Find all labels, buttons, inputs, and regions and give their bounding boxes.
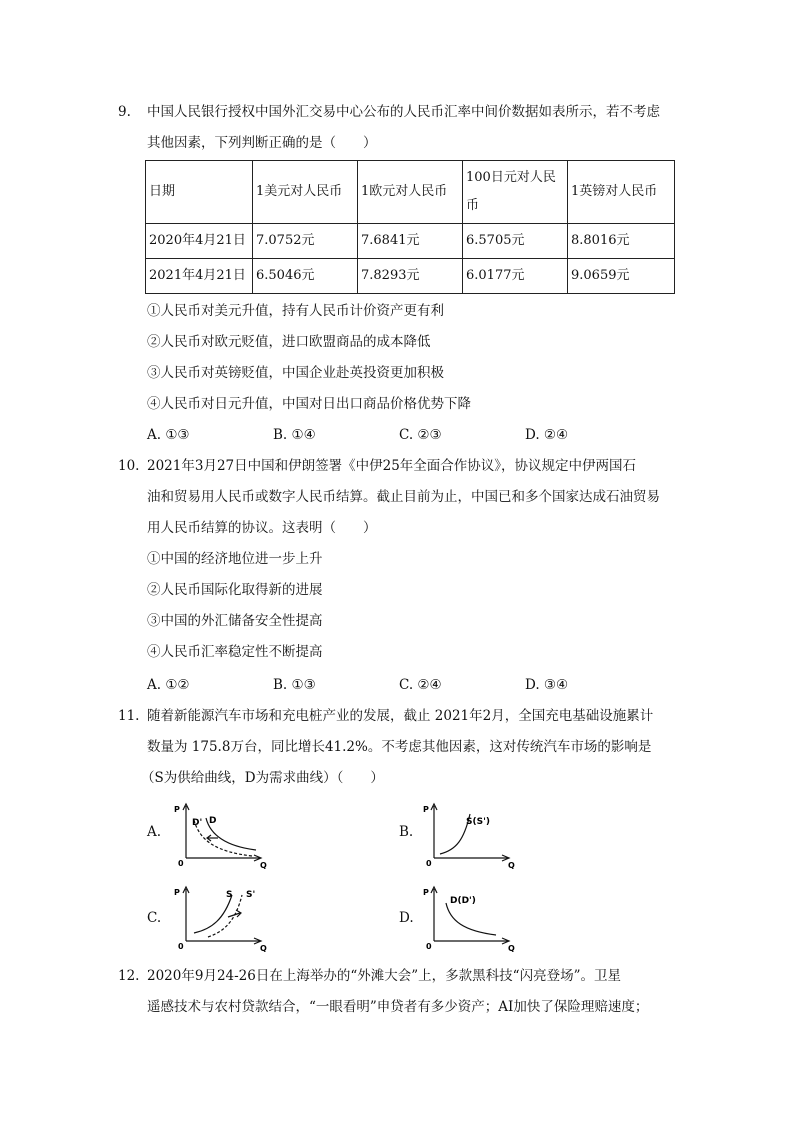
table-cell: 6.0177元 bbox=[463, 259, 568, 294]
table-cell: 6.5046元 bbox=[253, 259, 358, 294]
q10-line-2: 油和贸易用人民币或数字人民币结算。截止目前为止，中国已和多个国家达成石油贸易 bbox=[147, 489, 660, 505]
q10-statement-3: ③中国的外汇储备安全性提高 bbox=[147, 613, 323, 629]
graph-b bbox=[420, 800, 520, 870]
graph-c-supply-curve bbox=[194, 895, 232, 933]
table-header-cell: 100日元对人民币 bbox=[463, 161, 568, 224]
q10-line-1: 2021年3月27日中国和伊朗签署《中伊25年全面合作协议》，协议规定中伊两国石 bbox=[147, 458, 637, 474]
q12-line-2: 遥感技术与农村贷款结合，“一眼看明”申贷者有多少资产；AI加快了保险理赔速度； bbox=[147, 999, 649, 1015]
graph-b-axis-p: P bbox=[423, 805, 429, 814]
q9-choice-a[interactable]: A. ①③ bbox=[147, 427, 190, 443]
graph-c bbox=[168, 883, 268, 953]
graph-a-demand-curve-new bbox=[194, 820, 252, 856]
table-cell: 9.0659元 bbox=[568, 259, 675, 294]
q10-choice-a[interactable]: A. ①② bbox=[147, 677, 190, 693]
q12-line-1: 2020年9月24-26日在上海举办的“外滩大会”上，多款黑科技“闪亮登场”。卫星 bbox=[147, 968, 621, 984]
graph-a-label-d: D bbox=[209, 816, 217, 826]
table-header-cell: 日期 bbox=[146, 161, 253, 224]
q11-number: 11. bbox=[118, 708, 140, 724]
graph-d-option-label[interactable]: D. bbox=[399, 910, 414, 926]
table-cell: 2020年4月21日 bbox=[146, 224, 253, 259]
graph-b-origin: 0 bbox=[426, 859, 432, 868]
graph-d bbox=[420, 883, 520, 953]
q9-line-2: 其他因素，下列判断正确的是（ ） bbox=[147, 135, 377, 151]
graph-c-label-s: S bbox=[226, 890, 233, 900]
graph-c-axis-q: Q bbox=[260, 944, 267, 953]
graph-c-axis-p: P bbox=[174, 888, 180, 897]
graph-a-label-d-prime: D' bbox=[192, 818, 203, 828]
graph-c-supply-curve-new bbox=[208, 895, 242, 937]
graph-c-origin: 0 bbox=[178, 942, 184, 951]
q9-choice-d[interactable]: D. ②④ bbox=[525, 427, 569, 443]
q9-statement-1: ①人民币对美元升值，持有人民币计价资产更有利 bbox=[147, 303, 444, 319]
table-cell: 7.8293元 bbox=[358, 259, 463, 294]
q10-statement-2: ②人民币国际化取得新的进展 bbox=[147, 582, 323, 598]
q9-choice-c[interactable]: C. ②③ bbox=[399, 427, 442, 443]
q12-number: 12. bbox=[118, 968, 140, 984]
table-cell: 7.0752元 bbox=[253, 224, 358, 259]
q10-number: 10. bbox=[118, 458, 140, 474]
q10-statement-1: ①中国的经济地位进一步上升 bbox=[147, 551, 323, 567]
graph-a bbox=[168, 800, 268, 870]
table-header-cell: 1英镑对人民币 bbox=[568, 161, 675, 224]
graph-b-label-s: S(S') bbox=[466, 817, 490, 827]
graph-d-origin: 0 bbox=[426, 942, 432, 951]
q10-choice-c[interactable]: C. ②④ bbox=[399, 677, 442, 693]
graph-d-axis-p: P bbox=[423, 888, 429, 897]
q9-line-1: 中国人民银行授权中国外汇交易中心公布的人民币汇率中间价数据如表所示，若不考虑 bbox=[147, 104, 660, 120]
table-header-cell: 1美元对人民币 bbox=[253, 161, 358, 224]
table-row bbox=[146, 224, 675, 259]
table-row bbox=[146, 259, 675, 294]
graph-b-axis-q: Q bbox=[508, 861, 515, 870]
table-cell: 7.6841元 bbox=[358, 224, 463, 259]
q10-choice-b[interactable]: B. ①③ bbox=[273, 677, 316, 693]
q9-statement-3: ③人民币对英镑贬值，中国企业赴英投资更加积极 bbox=[147, 365, 444, 381]
graph-c-option-label[interactable]: C. bbox=[147, 910, 162, 926]
graph-a-origin: 0 bbox=[178, 859, 184, 868]
exchange-rate-table bbox=[145, 160, 675, 294]
q11-line-2: 数量为 175.8万台，同比增长41.2%。不考虑其他因素，这对传统汽车市场的影响是 bbox=[147, 739, 652, 755]
table-header-row bbox=[146, 161, 675, 224]
q10-line-3: 用人民币结算的协议。这表明（ ） bbox=[147, 520, 377, 536]
graph-d-demand-curve bbox=[446, 903, 496, 935]
q9-choice-b[interactable]: B. ①④ bbox=[273, 427, 316, 443]
table-cell: 6.5705元 bbox=[463, 224, 568, 259]
graph-b-option-label[interactable]: B. bbox=[399, 824, 414, 840]
q9-statement-2: ②人民币对欧元贬值，进口欧盟商品的成本降低 bbox=[147, 334, 431, 350]
q11-line-3: （S为供给曲线，D为需求曲线）（ ） bbox=[141, 770, 384, 786]
graph-a-option-label[interactable]: A. bbox=[147, 824, 162, 840]
q9-statement-4: ④人民币对日元升值，中国对日出口商品价格优势下降 bbox=[147, 396, 471, 412]
graph-d-axis-q: Q bbox=[508, 944, 515, 953]
graph-c-label-s-prime: S' bbox=[246, 890, 256, 900]
q11-line-1: 随着新能源汽车市场和充电桩产业的发展，截止 2021年2月，全国充电基础设施累计 bbox=[147, 708, 654, 724]
graph-a-axis-q: Q bbox=[260, 861, 267, 870]
q10-choice-d[interactable]: D. ③④ bbox=[525, 677, 569, 693]
table-cell: 8.8016元 bbox=[568, 224, 675, 259]
table-header-cell: 1欧元对人民币 bbox=[358, 161, 463, 224]
graph-a-axis-p: P bbox=[174, 805, 180, 814]
q9-number: 9. bbox=[118, 104, 131, 120]
table-cell: 2021年4月21日 bbox=[146, 259, 253, 294]
graph-d-label-d: D(D') bbox=[450, 896, 476, 906]
q10-statement-4: ④人民币汇率稳定性不断提高 bbox=[147, 644, 323, 660]
